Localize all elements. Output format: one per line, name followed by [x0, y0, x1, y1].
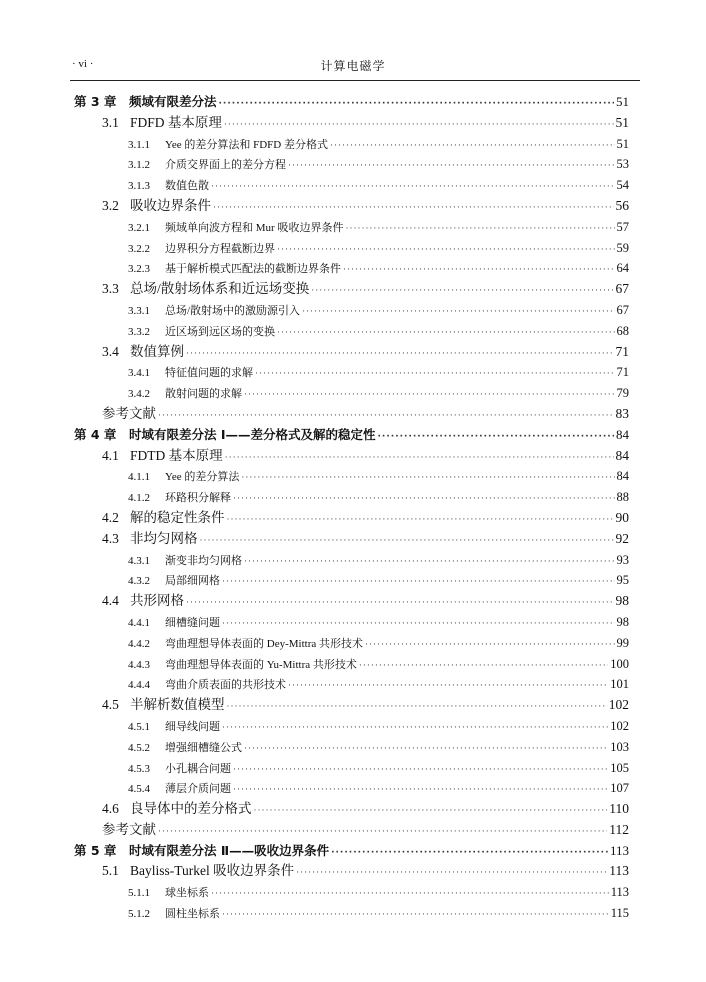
toc-entry-page: 90 [615, 509, 629, 525]
toc-entry-number: 5.1 [102, 863, 119, 879]
dot-leader [244, 384, 615, 405]
toc-entry-sub[interactable] [74, 154, 629, 175]
dot-leader [211, 883, 609, 904]
toc-entry-number: 4.5.2 [128, 741, 150, 754]
toc-entry-number: 第 4 章 [74, 426, 117, 442]
toc-entry-title: 时域有限差分法 Ⅱ——吸收边界条件 [129, 842, 330, 858]
toc-entry-title: 散射问题的求解 [165, 388, 242, 401]
toc-entry-sub[interactable] [74, 321, 629, 342]
toc-entry-page: 113 [609, 842, 629, 858]
toc-entry-title: Bayliss-Turkel 吸收边界条件 [130, 863, 295, 879]
dot-leader [244, 738, 608, 759]
dot-leader [378, 427, 614, 448]
dot-leader [343, 259, 615, 280]
dot-leader [186, 343, 614, 364]
toc-entry-title: 非均匀网格 [130, 530, 198, 546]
toc-entry-title: 半解析数值模型 [130, 697, 225, 713]
toc-entry-page: 101 [610, 677, 629, 692]
dot-leader [222, 613, 615, 634]
toc-entry-page: 71 [616, 365, 629, 380]
toc-entry-number: 3.2 [102, 197, 119, 213]
toc-entry-number: 4.2 [102, 509, 119, 525]
toc-entry-title: 解的稳定性条件 [130, 509, 225, 525]
toc-entry-sub[interactable] [74, 612, 629, 633]
toc-entry-sec[interactable] [74, 695, 629, 716]
dot-leader [244, 551, 615, 572]
toc-entry-number: 4.4.3 [128, 658, 150, 671]
dot-leader [219, 94, 614, 115]
toc-entry-number: 4.5.3 [128, 762, 150, 775]
toc-entry-sub[interactable] [74, 238, 629, 259]
toc-entry-number: 3.4.1 [128, 367, 150, 380]
toc-entry-number: 4.4.2 [128, 637, 150, 650]
toc-entry-number: 4.1.1 [128, 471, 150, 484]
toc-entry-title: 球坐标系 [165, 887, 209, 900]
toc-entry-ch[interactable] [74, 841, 629, 862]
toc-entry-sec[interactable] [74, 529, 629, 550]
toc-entry-number: 3.3.2 [128, 325, 150, 338]
toc-entry-title: 近区场到远区场的变换 [165, 325, 275, 338]
toc-entry-title: 数值算例 [130, 343, 184, 359]
toc-entry-number: 5.1.2 [128, 908, 150, 921]
toc-entry-page: 98 [616, 614, 629, 629]
toc-entry-title: 吸收边界条件 [130, 197, 211, 213]
dot-leader [241, 467, 614, 488]
dot-leader [227, 509, 614, 530]
toc-entry-sub[interactable] [74, 550, 629, 571]
toc-entry-sub[interactable] [74, 175, 629, 196]
dot-leader [158, 405, 614, 426]
toc-entry-page: 83 [615, 405, 629, 421]
toc-entry-title: 弯曲介质表面的共形技术 [165, 679, 286, 692]
toc-entry-title: 频域有限差分法 [129, 94, 217, 109]
dot-leader [296, 862, 607, 883]
toc-entry-title: 总场/散射场中的激励源引入 [165, 304, 301, 317]
toc-entry-title: 环路积分解释 [165, 492, 231, 505]
toc-entry-number: 4.3 [102, 530, 119, 546]
toc-entry-page: 59 [616, 240, 629, 255]
toc-entry-page: 98 [615, 593, 629, 609]
toc-entry-sub[interactable] [74, 217, 629, 238]
toc-entry-page: 100 [610, 656, 629, 671]
toc-entry-number: 第 3 章 [74, 94, 117, 109]
toc-entry-page: 113 [609, 863, 629, 879]
toc-entry-title: FDTD 基本原理 [130, 447, 223, 463]
toc-entry-sub[interactable] [74, 570, 629, 591]
toc-entry-ch[interactable] [74, 92, 629, 113]
toc-entry-number: 3.1.3 [128, 180, 150, 193]
toc-entry-title: 介质交界面上的差分方程 [165, 159, 286, 172]
toc-entry-number: 4.3.1 [128, 554, 150, 567]
toc-entry-sub[interactable] [74, 882, 629, 903]
toc-entry-title: 总场/散射场体系和近远场变换 [130, 281, 310, 297]
toc-entry-sub[interactable] [74, 654, 629, 675]
toc-entry-sub[interactable] [74, 487, 629, 508]
toc-entry-number: 3.3 [102, 281, 119, 297]
toc-entry-page: 51 [615, 114, 629, 130]
toc-entry-number: 3.1 [102, 114, 119, 130]
toc-entry-page: 67 [615, 281, 629, 297]
toc-entry-sub[interactable] [74, 466, 629, 487]
toc-entry-sec[interactable] [74, 113, 629, 134]
toc-entry-page: 112 [609, 821, 629, 837]
toc-entry-number: 4.3.2 [128, 575, 150, 588]
toc-entry-number: 第 5 章 [74, 842, 117, 858]
toc-entry-title: 参考文献 [102, 405, 156, 421]
toc-entry-page: 110 [609, 801, 629, 817]
toc-entry-number: 4.1 [102, 447, 119, 463]
toc-entry-page: 103 [610, 739, 629, 754]
running-header-title: 计算电磁学 [320, 59, 386, 73]
toc-entry-title: 数值色散 [165, 180, 209, 193]
toc-entry-number: 4.1.2 [128, 492, 150, 505]
toc-entry-page: 84 [616, 469, 629, 484]
toc-entry-number: 4.5.1 [128, 720, 150, 733]
toc-entry-title: 良导体中的差分格式 [130, 801, 252, 817]
toc-entry-sub[interactable] [74, 633, 629, 654]
dot-leader [345, 218, 614, 239]
dot-leader [302, 301, 614, 322]
toc-entry-page: 56 [615, 197, 629, 213]
toc-entry-sub[interactable] [74, 362, 629, 383]
toc-entry-number: 3.1.2 [128, 159, 150, 172]
toc-entry-sec[interactable] [74, 279, 629, 300]
toc-entry-number: 4.5.4 [128, 783, 150, 796]
dot-leader [222, 717, 608, 738]
toc-entry-number: 3.4 [102, 343, 119, 359]
toc-entry-sec[interactable] [74, 196, 629, 217]
toc-entry-number: 3.1.1 [128, 138, 150, 151]
toc-entry-title: 细导线问题 [165, 720, 220, 733]
toc-entry-sub[interactable] [74, 383, 629, 404]
toc-entry-page: 99 [616, 635, 629, 650]
toc-entry-title: 局部细网格 [165, 575, 220, 588]
dot-leader [331, 843, 608, 864]
dot-leader [255, 363, 615, 384]
toc-entry-page: 92 [615, 530, 629, 546]
toc-entry-title: 共形网格 [130, 593, 184, 609]
toc-entry-sec[interactable] [74, 799, 629, 820]
toc-entry-page: 51 [616, 136, 629, 151]
toc-entry-number: 4.4 [102, 593, 119, 609]
dot-leader [254, 800, 608, 821]
toc-entry-sub[interactable] [74, 903, 629, 924]
toc-entry-number: 3.4.2 [128, 388, 150, 401]
toc-entry-title: 频域单向波方程和 Mur 吸收边界条件 [165, 221, 344, 234]
toc-entry-title: Yee 的差分算法 [165, 471, 240, 484]
toc-entry-sec[interactable] [74, 861, 629, 882]
header-rule [70, 80, 640, 81]
dot-leader [233, 779, 608, 800]
dot-leader [277, 322, 615, 343]
dot-leader [311, 280, 613, 301]
dot-leader [233, 759, 608, 780]
toc-entry-title: FDFD 基本原理 [130, 114, 222, 130]
toc-entry-title: 时域有限差分法 Ⅰ——差分格式及解的稳定性 [129, 426, 376, 442]
toc-entry-sub[interactable] [74, 674, 629, 695]
toc-entry-page: 51 [616, 94, 629, 109]
toc-entry-title: 薄层介质问题 [165, 783, 231, 796]
toc-entry-sec[interactable] [74, 446, 629, 467]
toc-entry-page: 113 [610, 885, 629, 900]
toc-entry-number: 3.2.1 [128, 221, 150, 234]
toc-entry-sub[interactable] [74, 778, 629, 799]
toc-entry-page: 105 [610, 760, 629, 775]
toc-entry-sec[interactable] [74, 342, 629, 363]
toc-entry-page: 64 [616, 261, 629, 276]
dot-leader [200, 530, 614, 551]
toc-entry-ref[interactable] [74, 404, 629, 425]
dot-leader [233, 488, 615, 509]
toc-entry-title: 基于解析模式匹配法的截断边界条件 [165, 263, 341, 276]
toc-entry-page: 115 [610, 906, 629, 921]
toc-entry-sub[interactable] [74, 258, 629, 279]
toc-entry-page: 102 [608, 697, 629, 713]
toc-entry-sec[interactable] [74, 591, 629, 612]
toc-entry-page: 53 [616, 157, 629, 172]
toc-entry-page: 107 [610, 781, 629, 796]
dot-leader [330, 135, 615, 156]
dot-leader [288, 675, 608, 696]
toc-entry-ch[interactable] [74, 425, 629, 446]
toc-entry-number: 4.6 [102, 801, 119, 817]
toc-entry-ref[interactable] [74, 820, 629, 841]
toc-entry-page: 57 [616, 219, 629, 234]
toc-entry-page: 84 [616, 426, 629, 442]
toc-entry-page: 79 [616, 386, 629, 401]
dot-leader [158, 821, 607, 842]
dot-leader [288, 155, 615, 176]
toc-entry-number: 4.4.1 [128, 616, 150, 629]
toc-entry-title: 圆柱坐标系 [165, 908, 220, 921]
toc-entry-title: 增强细槽缝公式 [165, 741, 242, 754]
toc-entry-sub[interactable] [74, 737, 629, 758]
toc-entry-title: 弯曲理想导体表面的 Dey-Mittra 共形技术 [165, 637, 363, 650]
dot-leader [225, 447, 614, 468]
toc-entry-number: 3.2.3 [128, 263, 150, 276]
toc-entry-title: 细槽缝问题 [165, 616, 220, 629]
toc-entry-title: 边界积分方程截断边界 [165, 242, 275, 255]
dot-leader [359, 655, 608, 676]
toc-entry-sub[interactable] [74, 716, 629, 737]
dot-leader [365, 634, 615, 655]
toc-entry-page: 88 [616, 490, 629, 505]
table-of-contents [74, 92, 629, 924]
toc-entry-number: 3.2.2 [128, 242, 150, 255]
toc-entry-title: 渐变非均匀网格 [165, 554, 242, 567]
dot-leader [186, 592, 614, 613]
toc-entry-page: 54 [616, 178, 629, 193]
dot-leader [277, 239, 615, 260]
toc-entry-title: 特征值问题的求解 [165, 367, 253, 380]
toc-entry-page: 84 [615, 447, 629, 463]
dot-leader [213, 197, 614, 218]
dot-leader [222, 571, 615, 592]
toc-entry-page: 71 [615, 343, 629, 359]
toc-entry-sub[interactable] [74, 134, 629, 155]
toc-entry-number: 4.5 [102, 697, 119, 713]
toc-entry-page: 95 [616, 573, 629, 588]
toc-entry-sub[interactable] [74, 758, 629, 779]
dot-leader [227, 696, 607, 717]
toc-entry-sub[interactable] [74, 300, 629, 321]
dot-leader [224, 114, 614, 135]
toc-entry-page: 93 [616, 552, 629, 567]
toc-entry-title: 参考文献 [102, 821, 156, 837]
page-number-roman: · vi · [72, 58, 94, 70]
toc-entry-title: 弯曲理想导体表面的 Yu-Mittra 共形技术 [165, 658, 357, 671]
toc-entry-number: 4.4.4 [128, 679, 150, 692]
toc-entry-title: 小孔耦合问题 [165, 762, 231, 775]
dot-leader [211, 176, 615, 197]
toc-entry-page: 102 [610, 718, 629, 733]
toc-entry-sec[interactable] [74, 508, 629, 529]
toc-entry-number: 3.3.1 [128, 304, 150, 317]
toc-entry-title: Yee 的差分算法和 FDFD 差分格式 [165, 138, 328, 151]
dot-leader [222, 904, 609, 925]
toc-entry-page: 68 [616, 323, 629, 338]
toc-entry-number: 5.1.1 [128, 887, 150, 900]
toc-entry-page: 67 [616, 302, 629, 317]
